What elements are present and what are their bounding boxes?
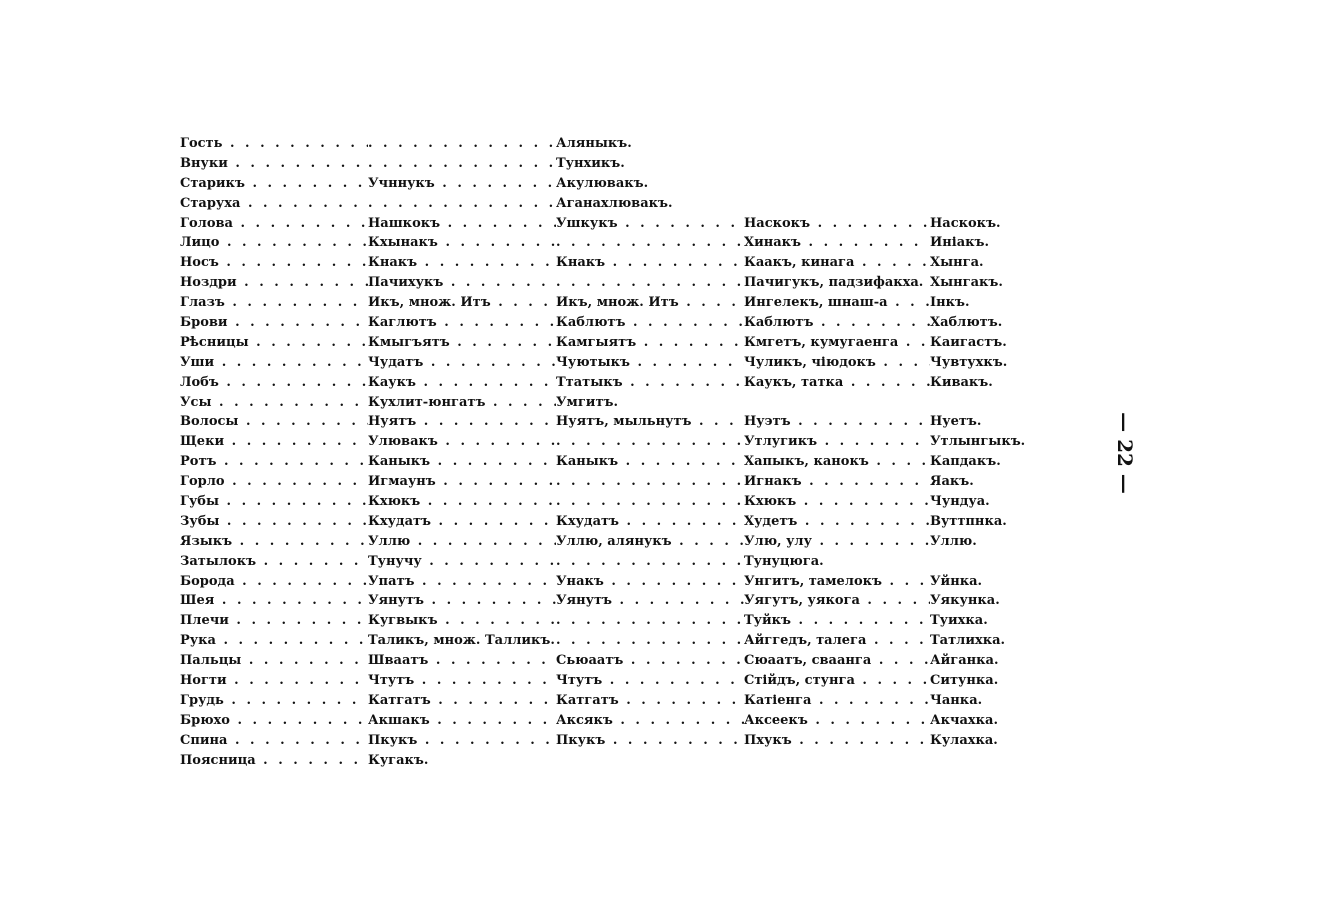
vocab-cell-col4: Ситунка. <box>930 673 999 689</box>
vocab-cell-col2: Акулювакъ. <box>556 175 649 191</box>
vocab-cell-col1: Нашкокъ . . . <box>368 214 556 234</box>
vocab-cell-col2 <box>556 611 744 631</box>
vocab-cell-col1: Кмыгъятъ . . . <box>368 333 556 353</box>
vocab-cell-col1: Кхынакъ . . . <box>368 233 556 253</box>
vocab-row <box>180 472 1040 492</box>
vocab-cell-col4: Уякунка. <box>930 593 1000 609</box>
vocab-cell-col4: Чувтухкъ. <box>930 354 1008 370</box>
vocab-cell-col3: Пачигукъ, падзифакха. <box>744 275 924 291</box>
vocab-cell-col3: Хинакъ . . . <box>744 233 930 253</box>
vocab-cell-col0: Борода . . . <box>180 572 368 592</box>
vocab-cell-col3: Айггедъ, талега . . . <box>744 631 930 651</box>
vocab-row <box>180 492 1040 512</box>
vocab-cell-col0: Носъ . . . <box>180 253 368 273</box>
vocab-cell-col0: Горло . . . <box>180 472 368 492</box>
vocab-cell-col2 <box>556 631 744 651</box>
vocab-row <box>180 611 1040 631</box>
vocab-cell-col1 <box>368 154 556 174</box>
vocab-row <box>180 174 1040 194</box>
vocab-cell-col4: Туихка. <box>930 613 988 629</box>
vocab-cell-col4: Кулахка. <box>930 732 998 748</box>
vocab-cell-col4: Иніакъ. <box>930 235 990 251</box>
vocab-cell-col0: Брюхо . . . <box>180 711 368 731</box>
vocab-cell-col1: Чтутъ . . . <box>368 671 556 691</box>
vocab-cell-col2: Унакъ . . . <box>556 572 744 592</box>
vocab-cell-col3: Каакъ, кинага . . . <box>744 253 930 273</box>
vocab-cell-col2: Уллю, алянукъ . . . <box>556 532 744 552</box>
vocab-cell-col4: Татлихка. <box>930 633 1006 649</box>
vocab-cell-col0: Глазъ . . . <box>180 293 368 313</box>
vocab-cell-col2: Кнакъ . . . <box>556 253 744 273</box>
vocab-row <box>180 233 1040 253</box>
vocab-cell-col0: Внуки . . . <box>180 154 368 174</box>
vocab-cell-col4: Наскокъ. <box>930 215 1001 231</box>
vocabulary-table <box>180 134 1040 771</box>
vocab-row <box>180 591 1040 611</box>
vocab-cell-col3: Сюаатъ, сваанга . . . <box>744 651 930 671</box>
vocab-cell-col4 <box>930 751 1040 771</box>
vocab-cell-col0: Языкъ . . . <box>180 532 368 552</box>
vocab-cell-col1: Кугакъ. <box>368 752 429 768</box>
vocab-cell-col2: Ттатыкъ . . . <box>556 373 744 393</box>
vocab-cell-col4: Нуетъ. <box>930 414 982 430</box>
vocab-row <box>180 552 1040 572</box>
vocab-row <box>180 273 1040 293</box>
vocab-cell-col1: Икъ, множ. Итъ . . . <box>368 293 556 313</box>
vocab-cell-col1: Акшакъ . . . <box>368 711 556 731</box>
vocab-cell-col2: Камгыятъ . . . <box>556 333 744 353</box>
vocab-row <box>180 194 1040 214</box>
vocab-cell-col2 <box>556 472 744 492</box>
vocab-cell-col0: Лицо . . . <box>180 233 368 253</box>
vocab-row <box>180 432 1040 452</box>
vocab-cell-col1: Пачихукъ . . . <box>368 273 556 293</box>
vocab-cell-col3: Аксеекъ . . . <box>744 711 930 731</box>
vocab-cell-col3 <box>744 751 930 771</box>
vocab-row <box>180 691 1040 711</box>
vocab-cell-col2 <box>556 233 744 253</box>
vocab-cell-col2 <box>556 751 744 771</box>
vocab-cell-col3: Унгитъ, тамелокъ . . . <box>744 572 930 592</box>
vocab-cell-col3 <box>744 174 930 194</box>
vocab-cell-col3: Каукъ, татка . . . <box>744 373 930 393</box>
vocab-cell-col4: Інкъ. <box>930 295 970 311</box>
vocab-cell-col2: Умгитъ. <box>556 394 619 410</box>
vocab-cell-col3: Худетъ . . . <box>744 512 930 532</box>
vocab-cell-col3: Наскокъ . . . <box>744 214 930 234</box>
vocab-cell-col0: Гость . . . <box>180 134 368 154</box>
vocab-cell-col3: Нуэтъ . . . <box>744 412 930 432</box>
vocab-cell-col2: Сьюаатъ . . . <box>556 651 744 671</box>
vocab-cell-col0: Волосы . . . <box>180 412 368 432</box>
vocab-row <box>180 412 1040 432</box>
vocab-cell-col0: Грудь . . . <box>180 691 368 711</box>
vocab-cell-col0: Плечи . . . <box>180 611 368 631</box>
vocab-cell-col4: Кивакъ. <box>930 374 993 390</box>
vocab-cell-col4 <box>930 134 1040 154</box>
vocab-cell-col4: Уллю. <box>930 533 977 549</box>
vocab-row <box>180 512 1040 532</box>
page-number <box>1110 408 1140 498</box>
vocab-cell-col1: Учннукъ . . . <box>368 174 556 194</box>
vocab-cell-col4: Чундуа. <box>930 494 990 510</box>
vocab-cell-col4: Уйнка. <box>930 573 983 589</box>
vocab-cell-col4 <box>930 174 1040 194</box>
vocab-cell-col4: Чанка. <box>930 692 983 708</box>
vocab-cell-col3: Уягутъ, уякога . . . <box>744 591 930 611</box>
vocab-cell-col3: Тунуцюга. <box>744 553 824 569</box>
vocab-cell-col0: Шея . . . <box>180 591 368 611</box>
vocab-cell-col1: Шваатъ . . . <box>368 651 556 671</box>
vocab-row <box>180 214 1040 234</box>
vocab-cell-col4: Каигастъ. <box>930 334 1007 350</box>
vocab-cell-col0: Усы . . . <box>180 393 368 413</box>
vocab-cell-col3: Кхюкъ . . . <box>744 492 930 512</box>
vocab-cell-col0: Старуха . . . <box>180 194 368 214</box>
vocab-cell-col3: Ингелекъ, шнаш-а . . . <box>744 293 930 313</box>
vocab-cell-col3: Катіенга . . . <box>744 691 930 711</box>
vocab-row <box>180 651 1040 671</box>
vocab-cell-col0: Ротъ . . . <box>180 452 368 472</box>
vocab-cell-col1: Кугвыкъ . . . <box>368 611 556 631</box>
vocab-cell-col3 <box>744 134 930 154</box>
vocab-row <box>180 671 1040 691</box>
vocab-cell-col3: Стійдъ, стунга . . . <box>744 671 930 691</box>
vocab-cell-col3 <box>744 154 930 174</box>
vocab-cell-col1: Кнакъ . . . <box>368 253 556 273</box>
vocab-cell-col0: Рѣсницы . . . <box>180 333 368 353</box>
vocab-cell-col1: Таликъ, множ. Талликъ. <box>368 633 555 649</box>
vocab-cell-col2 <box>556 552 744 572</box>
vocab-cell-col0: Ноздри . . . <box>180 273 368 293</box>
vocab-row <box>180 731 1040 751</box>
vocab-cell-col3: Туйкъ . . . <box>744 611 930 631</box>
vocab-cell-col2: Нуятъ, мыльнутъ . . . <box>556 412 744 432</box>
vocab-cell-col4: Капдакъ. <box>930 454 1001 470</box>
vocab-cell-col4: Хынга. <box>930 255 984 271</box>
vocab-cell-col0: Старикъ . . . <box>180 174 368 194</box>
vocab-row <box>180 353 1040 373</box>
vocab-cell-col0: Зубы . . . <box>180 512 368 532</box>
vocab-cell-col0: Голова . . . <box>180 214 368 234</box>
vocab-row <box>180 373 1040 393</box>
vocab-cell-col0: Брови . . . <box>180 313 368 333</box>
page-number-text: — 22 — <box>1113 412 1138 494</box>
vocab-cell-col3: Пхукъ . . . <box>744 731 930 751</box>
vocab-cell-col1: Кхудатъ . . . <box>368 512 556 532</box>
vocab-cell-col2: Каныкъ . . . <box>556 452 744 472</box>
vocab-cell-col4: Утлынгыкъ. <box>930 434 1026 450</box>
vocab-cell-col3: Утлугикъ . . . <box>744 432 930 452</box>
vocab-cell-col1: Каглютъ . . . <box>368 313 556 333</box>
vocab-cell-col2: Ушкукъ . . . <box>556 214 744 234</box>
vocab-cell-col0: Ногти . . . <box>180 671 368 691</box>
vocab-cell-col4 <box>930 393 1040 413</box>
vocab-cell-col2: Уянутъ . . . <box>556 591 744 611</box>
vocab-row <box>180 293 1040 313</box>
vocab-cell-col2: Аляныкъ. <box>556 136 632 151</box>
vocab-cell-col1: Упатъ . . . <box>368 572 556 592</box>
vocab-cell-col4: Акчахка. <box>930 712 999 728</box>
vocab-row <box>180 253 1040 273</box>
vocab-cell-col2: Тунхикъ. <box>556 155 625 171</box>
vocab-cell-col3: Чуликъ, чіюдокъ . . . <box>744 353 930 373</box>
vocab-row <box>180 134 1040 154</box>
vocab-cell-col3: Хапыкъ, канокъ . . . <box>744 452 930 472</box>
vocab-cell-col0: Губы . . . <box>180 492 368 512</box>
vocab-cell-col1: Уянутъ . . . <box>368 591 556 611</box>
vocab-cell-col3 <box>744 393 930 413</box>
vocab-cell-col1: Тунучу . . . <box>368 552 556 572</box>
vocab-cell-col2 <box>556 432 744 452</box>
vocab-cell-col1: Игмаунъ . . . <box>368 472 556 492</box>
vocab-cell-col1: Улювакъ . . . <box>368 432 556 452</box>
vocab-row <box>180 333 1040 353</box>
vocab-cell-col2: Каблютъ . . . <box>556 313 744 333</box>
vocab-cell-col2: Кхудатъ . . . <box>556 512 744 532</box>
vocab-cell-col4 <box>930 154 1040 174</box>
vocab-cell-col4: Вуттпнка. <box>930 513 1007 529</box>
vocab-cell-col2: Чтутъ . . . <box>556 671 744 691</box>
vocab-cell-col1: Нуятъ . . . <box>368 412 556 432</box>
vocab-cell-col0: Спина . . . <box>180 731 368 751</box>
vocab-cell-col1: Пкукъ . . . <box>368 731 556 751</box>
vocab-cell-col1: Каукъ . . . <box>368 373 556 393</box>
vocab-row <box>180 751 1040 771</box>
vocab-cell-col2: Чуютыкъ . . . <box>556 353 744 373</box>
vocab-cell-col0: Затылокъ . . . <box>180 552 368 572</box>
vocab-cell-col4: Айганка. <box>930 653 999 669</box>
vocab-cell-col0: Пальцы . . . <box>180 651 368 671</box>
vocab-cell-col1 <box>368 194 556 214</box>
vocab-cell-col3 <box>744 194 930 214</box>
vocab-cell-col1: Чудатъ . . . <box>368 353 556 373</box>
vocab-row <box>180 313 1040 333</box>
vocab-cell-col0: Лобъ . . . <box>180 373 368 393</box>
vocab-cell-col2: Катгатъ . . . <box>556 691 744 711</box>
vocab-row <box>180 532 1040 552</box>
vocab-cell-col3: Каблютъ . . . <box>744 313 930 333</box>
vocab-cell-col1: Кхюкъ . . . <box>368 492 556 512</box>
vocab-cell-col1: Катгатъ . . . <box>368 691 556 711</box>
vocab-cell-col0: Поясница . . . <box>180 751 368 771</box>
vocab-row <box>180 711 1040 731</box>
vocab-cell-col3: Игнакъ . . . <box>744 472 930 492</box>
vocab-cell-col2: Икъ, множ. Итъ . . . <box>556 293 744 313</box>
vocab-cell-col4: Хынгакъ. <box>930 275 1003 291</box>
vocab-cell-col2: Аганахлювакъ. <box>556 195 673 211</box>
vocab-cell-col0: Уши . . . <box>180 353 368 373</box>
vocab-cell-col4 <box>930 552 1040 572</box>
vocab-cell-col2: Аксякъ . . . <box>556 711 744 731</box>
vocab-cell-col3: Кмгетъ, кумугаенга . . . <box>744 333 930 353</box>
vocab-cell-col2 <box>556 492 744 512</box>
vocab-row <box>180 452 1040 472</box>
vocab-row <box>180 154 1040 174</box>
vocab-cell-col1: Кухлит-юнгатъ . . . <box>368 393 556 413</box>
vocab-cell-col3: Улю, улу . . . <box>744 532 930 552</box>
vocab-cell-col4 <box>930 194 1040 214</box>
vocab-row <box>180 393 1040 413</box>
vocab-cell-col0: Щеки . . . <box>180 432 368 452</box>
vocab-cell-col1 <box>368 134 556 154</box>
vocab-cell-col4: Хаблютъ. <box>930 315 1003 331</box>
vocab-cell-col1: Уллю . . . <box>368 532 556 552</box>
vocab-row <box>180 631 1040 651</box>
vocab-cell-col2 <box>556 273 744 293</box>
vocab-cell-col0: Рука . . . <box>180 631 368 651</box>
vocab-row <box>180 572 1040 592</box>
vocab-cell-col2: Пкукъ . . . <box>556 731 744 751</box>
vocab-cell-col1: Каныкъ . . . <box>368 452 556 472</box>
vocab-cell-col4: Яакъ. <box>930 474 974 490</box>
